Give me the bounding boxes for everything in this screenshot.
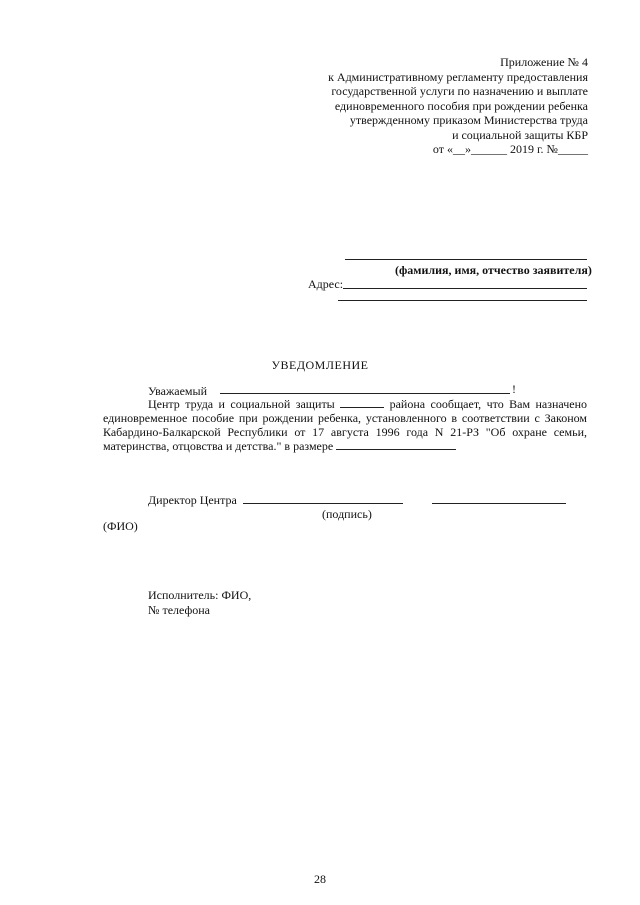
appendix-line: Приложение № 4 [500, 55, 588, 69]
amount-blank[interactable] [336, 440, 456, 450]
appendix-line: и социальной защиты КБР [452, 127, 588, 142]
director-label: Директор Центра [148, 493, 237, 507]
recipient-name-line[interactable] [220, 393, 510, 394]
executor-name: Исполнитель: ФИО, [148, 588, 252, 602]
address-line-2[interactable] [338, 300, 587, 301]
appendix-line: от «__»______ 2019 г. №_____ [432, 142, 588, 156]
director-signature-line[interactable] [243, 503, 403, 504]
address-line-1[interactable] [343, 288, 587, 289]
page-number: 28 [314, 872, 326, 886]
appendix-line: утвержденному приказом Министерства труда [349, 113, 588, 127]
applicant-name-line[interactable] [345, 259, 587, 260]
appendix-line: государственной услуги по назначению и выплате [331, 84, 588, 98]
notice-title: УВЕДОМЛЕНИЕ [271, 358, 369, 372]
director-name-line[interactable] [432, 503, 566, 504]
fio-caption: (ФИО) [103, 519, 138, 533]
body-part-2: района сообщает, что Вам назначено единовременное пособие при рождении ребенка, установленного в соответствии с Законом Кабардино-Балкарской Республики от 17 августа 1996 года N 21-РЗ "Об охране семьи, материнства, отцовства и детства." в размере [103, 397, 588, 453]
appendix-header [298, 55, 588, 157]
signature-caption: (подпись) [322, 507, 372, 521]
executor-block [148, 588, 251, 617]
district-blank[interactable] [340, 398, 384, 408]
appendix-line: к Административному регламенту предоставления [328, 69, 588, 84]
executor-phone: № телефона [148, 602, 211, 617]
body-part-1: Центр труда и социальной защиты [148, 397, 335, 411]
address-label: Адрес: [308, 277, 344, 291]
exclamation-mark: ! [512, 382, 516, 396]
appendix-line: единовременного пособия при рождении ребенка [334, 98, 588, 113]
applicant-caption: (фамилия, имя, отчество заявителя) [395, 263, 592, 277]
dear-label: Уважаемый [148, 384, 207, 398]
notice-body [103, 397, 587, 453]
